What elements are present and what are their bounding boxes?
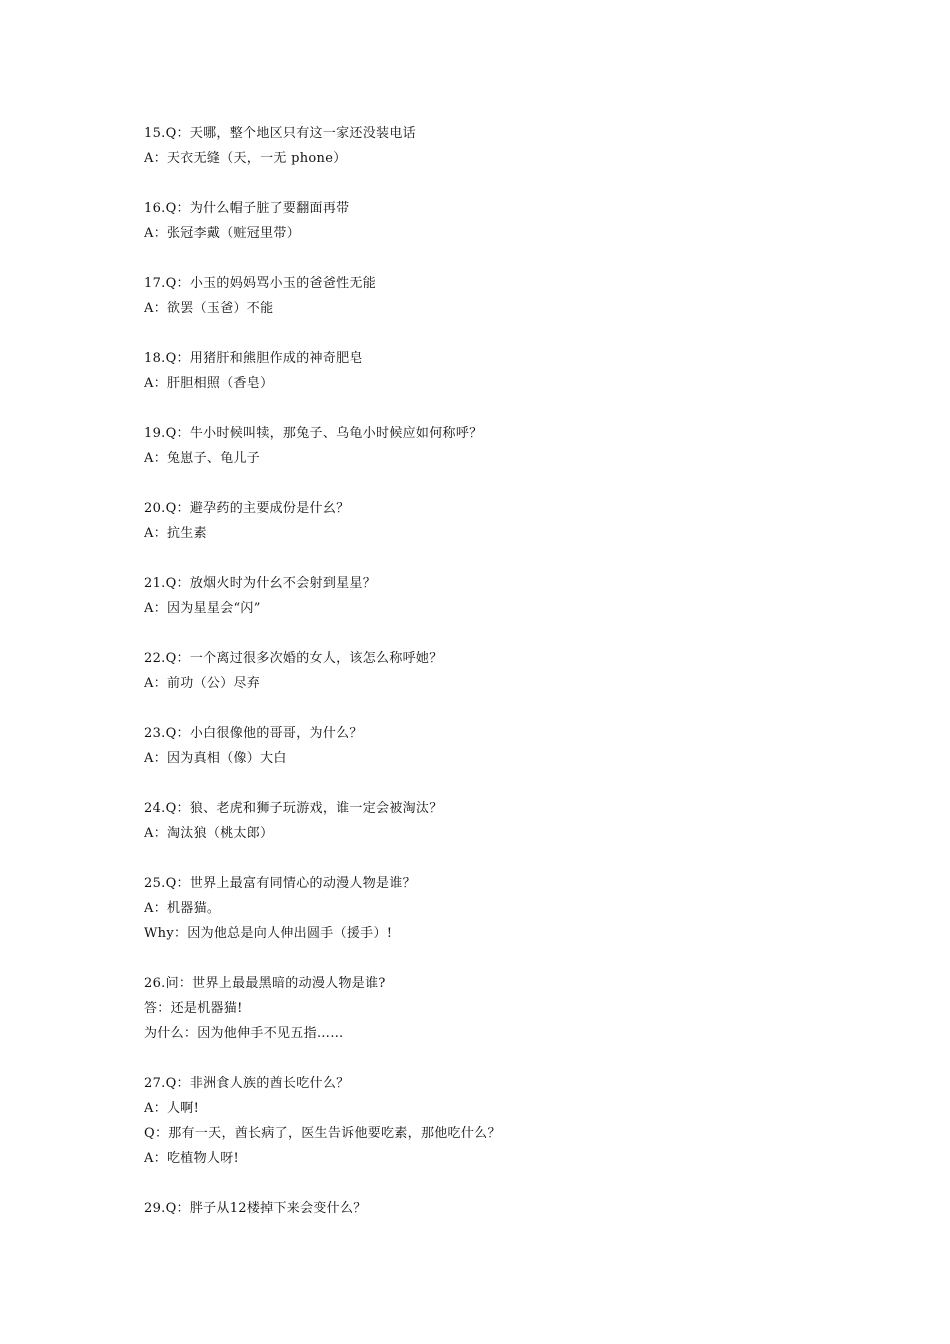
answer-line: A：因为星星会“闪” [144,601,261,616]
qa-entry-24 [144,796,844,846]
qa-entry-18 [144,346,844,396]
qa-list [144,121,844,1221]
qa-entry-15 [144,121,844,171]
answer-line: A：机器猫。 [144,901,221,916]
qa-entry-22 [144,646,844,696]
answer-line: A：因为真相（像）大白 [144,751,287,766]
qa-entry-20 [144,496,844,546]
question-line: 22.Q：一个离过很多次婚的女人，该怎么称呼她？ [144,651,443,666]
question-line: 26.问：世界上最最黑暗的动漫人物是谁? [144,976,386,991]
answer-line: A：吃植物人呀! [144,1151,240,1166]
answer-line: A：天衣无缝（天，一无 phone） [144,151,347,166]
question-line: 15.Q：天哪，整个地区只有这一家还没装电话 [144,126,416,141]
question-line: 21.Q：放烟火时为什幺不会射到星星？ [144,576,377,591]
question-line: 17.Q：小玉的妈妈骂小玉的爸爸性无能 [144,276,377,291]
qa-entry-17 [144,271,844,321]
qa-entry-21 [144,571,844,621]
answer-line: A：抗生素 [144,526,207,541]
question-line: 23.Q：小白很像他的哥哥，为什么？ [144,726,363,741]
question-line: 19.Q：牛小时候叫犊，那兔子、乌龟小时候应如何称呼？ [144,426,483,441]
answer-line: A：淘汰狼（桃太郎） [144,826,274,841]
answer-line: A：欲罢（玉爸）不能 [144,301,274,316]
qa-entry-16 [144,196,844,246]
question-line: 24.Q：狼、老虎和狮子玩游戏，谁一定会被淘汰？ [144,801,443,816]
question-line: 27.Q：非洲食人族的酋长吃什么？ [144,1076,350,1091]
question-line: 29.Q：胖子从12楼掉下来会变什么？ [144,1201,367,1216]
qa-entry-23 [144,721,844,771]
qa-entry-19 [144,421,844,471]
qa-entry-25 [144,871,844,946]
answer-line: 答：还是机器猫! [144,1001,243,1016]
answer-line: A：人啊! [144,1101,200,1116]
question-line: 25.Q：世界上最富有同情心的动漫人物是谁？ [144,876,416,891]
explanation-line: 为什么：因为他伸手不见五指…… [144,1026,344,1041]
explanation-line: Why：因为他总是向人伸出圆手（援手）! [144,926,393,941]
answer-line: A：张冠李戴（赃冠里带） [144,226,300,241]
qa-entry-26 [144,971,844,1046]
question-line: 20.Q：避孕药的主要成份是什幺？ [144,501,350,516]
answer-line: A：兔崽子、龟儿子 [144,451,261,466]
qa-entry-27 [144,1071,844,1171]
answer-line: A：前功（公）尽弃 [144,676,261,691]
qa-entry-29 [144,1196,844,1221]
question-line: 18.Q：用猪肝和熊胆作成的神奇肥皂 [144,351,363,366]
question-line: Q：那有一天，酋长病了，医生告诉他要吃素，那他吃什么？ [144,1126,501,1141]
answer-line: A：肝胆相照（香皂） [144,376,274,391]
question-line: 16.Q：为什么帽子脏了要翻面再带 [144,201,350,216]
